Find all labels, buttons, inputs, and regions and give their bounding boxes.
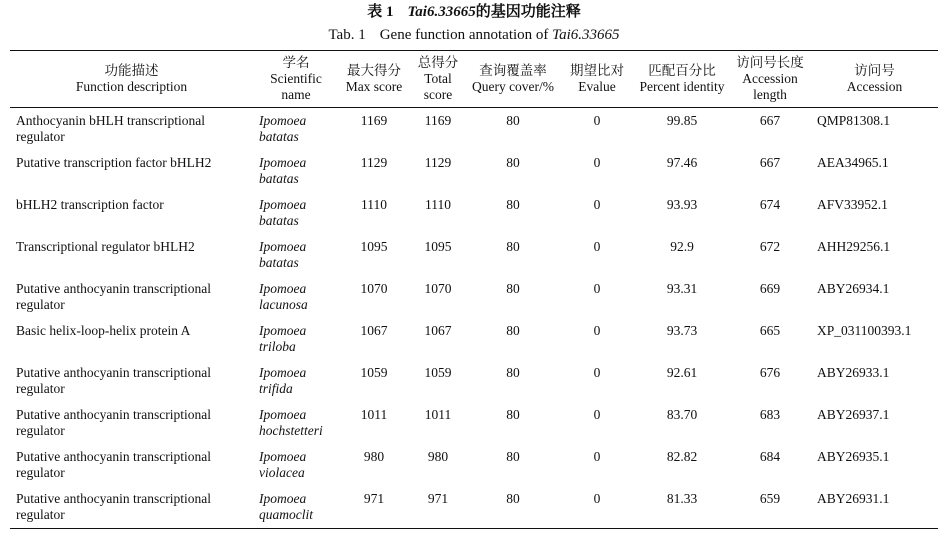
- cell-query-cover: 80: [506, 407, 520, 422]
- cell-query-cover: 80: [506, 113, 520, 128]
- cell-total-score: 1067: [424, 323, 452, 338]
- cell-function-description: Putative anthocyanin transcriptional regulator: [16, 449, 211, 480]
- header-max-score: [339, 51, 409, 108]
- table-caption-chinese: [0, 2, 948, 22]
- cell-accession: AEA34965.1: [817, 155, 889, 170]
- cell-evalue: 0: [593, 407, 601, 422]
- cell-function-description: Putative anthocyanin transcriptional regulator: [16, 365, 211, 396]
- cell-query-cover: 80: [506, 449, 520, 464]
- cell-accession-length: 667: [759, 155, 781, 170]
- header-en-label: Accession length: [742, 71, 798, 102]
- header-total-score: [409, 51, 467, 108]
- cell-max-score: 1129: [360, 155, 388, 170]
- cell-query-cover: 80: [467, 486, 559, 529]
- cell-accession-length: 684: [759, 449, 781, 464]
- cell-accession: AHH29256.1: [817, 239, 891, 254]
- cell-accession: AFV33952.1: [817, 197, 888, 212]
- cell-function-description: Basic helix-loop-helix protein A: [16, 323, 191, 338]
- header-evalue: [559, 51, 635, 108]
- cell-scientific-name: Ipomoea hochstetteri: [259, 407, 323, 438]
- cell-accession-length: 669: [759, 281, 781, 296]
- table-row: [10, 402, 938, 444]
- cell-percent-identity: 99.85: [666, 113, 698, 128]
- table-row: [10, 276, 938, 318]
- cell-total-score: 980: [427, 449, 449, 464]
- header-accession-length: [729, 51, 811, 108]
- header-en-label: Max score: [345, 79, 403, 94]
- caption-cn-prefix: 表 1: [367, 4, 394, 20]
- cell-scientific-name: Ipomoea quamoclit: [253, 486, 339, 529]
- cell-query-cover: 80: [506, 155, 520, 170]
- cell-scientific-name: Ipomoea batatas: [259, 197, 307, 228]
- cell-evalue: 0: [593, 113, 601, 128]
- header-cn-label: 匹配百分比: [648, 63, 716, 78]
- cell-max-score: 980: [363, 449, 385, 464]
- caption-cn-gene: Tai6.33665: [407, 4, 476, 20]
- header-en-label: Query cover/%: [471, 79, 555, 94]
- cell-scientific-name: Ipomoea violacea: [259, 449, 307, 480]
- cell-total-score: 1169: [424, 113, 452, 128]
- caption-en-gene: Tai6.33665: [552, 27, 620, 43]
- header-function-description: [10, 51, 253, 108]
- cell-max-score: 1059: [360, 365, 388, 380]
- cell-total-score: 1110: [425, 197, 451, 212]
- cell-evalue: 0: [593, 449, 601, 464]
- header-en-label: Evalue: [578, 79, 616, 94]
- cell-evalue: 0: [593, 197, 601, 212]
- cell-accession-length: 665: [759, 323, 781, 338]
- table-header: [10, 51, 938, 108]
- header-cn-label: 访问号长度: [736, 55, 804, 70]
- cell-evalue: 0: [593, 155, 601, 170]
- cell-function-description: Anthocyanin bHLH transcriptional regulator: [16, 113, 205, 144]
- header-cn-label: 学名: [282, 55, 310, 70]
- cell-function-description: Transcriptional regulator bHLH2: [16, 239, 195, 254]
- table-row: [10, 108, 938, 151]
- gene-annotation-table: [10, 50, 938, 529]
- header-accession: [811, 51, 938, 108]
- cell-accession: ABY26934.1: [817, 281, 890, 296]
- header-cn-label: 期望比对: [570, 63, 624, 78]
- header-query-cover: [467, 51, 559, 108]
- table-row: [10, 150, 938, 192]
- cell-max-score: 1169: [360, 113, 388, 128]
- cell-max-score: 1070: [360, 281, 388, 296]
- cell-query-cover: 80: [506, 365, 520, 380]
- cell-percent-identity: 82.82: [666, 449, 698, 464]
- cell-query-cover: 80: [506, 239, 520, 254]
- cell-evalue: 0: [593, 239, 601, 254]
- cell-total-score: 971: [409, 486, 467, 529]
- cell-accession: ABY26933.1: [817, 365, 890, 380]
- header-cn-label: 访问号: [854, 63, 895, 78]
- cell-total-score: 1095: [424, 239, 452, 254]
- cell-max-score: 1011: [360, 407, 388, 422]
- table-row: [10, 234, 938, 276]
- cell-percent-identity: 83.70: [666, 407, 698, 422]
- cell-scientific-name: Ipomoea triloba: [259, 323, 307, 354]
- header-row: [10, 51, 938, 108]
- cell-percent-identity: 81.33: [635, 486, 729, 529]
- cell-accession-length: 672: [759, 239, 781, 254]
- caption-en-prefix: Tab. 1: [328, 27, 366, 43]
- cell-evalue: 0: [593, 281, 601, 296]
- table-row: [10, 486, 938, 529]
- cell-accession-length: 674: [759, 197, 781, 212]
- cell-accession: ABY26935.1: [817, 449, 890, 464]
- header-cn-label: 功能描述: [104, 63, 159, 78]
- cell-total-score: 1129: [424, 155, 452, 170]
- cell-accession: QMP81308.1: [817, 113, 891, 128]
- header-cn-label: 查询覆盖率: [479, 63, 547, 78]
- cell-max-score: 1095: [360, 239, 388, 254]
- cell-function-description: Putative anthocyanin transcriptional regulator: [16, 281, 211, 312]
- cell-evalue: 0: [593, 323, 601, 338]
- cell-scientific-name: Ipomoea lacunosa: [259, 281, 308, 312]
- cell-function-description: Putative transcription factor bHLH2: [16, 155, 212, 170]
- table-row: [10, 318, 938, 360]
- table-row: [10, 360, 938, 402]
- cell-accession-length: 676: [759, 365, 781, 380]
- cell-accession: XP_031100393.1: [817, 323, 912, 338]
- cell-percent-identity: 93.73: [666, 323, 698, 338]
- header-en-label: Total score: [423, 71, 453, 102]
- table-body: [10, 108, 938, 529]
- table-row: [10, 192, 938, 234]
- table-caption-english: [0, 25, 948, 45]
- cell-accession: ABY26937.1: [817, 407, 890, 422]
- cell-total-score: 1011: [424, 407, 452, 422]
- caption-cn-suffix: 的基因功能注释: [475, 4, 581, 20]
- cell-max-score: 971: [339, 486, 409, 529]
- cell-percent-identity: 92.9: [670, 239, 694, 254]
- cell-percent-identity: 97.46: [666, 155, 698, 170]
- cell-percent-identity: 93.31: [666, 281, 698, 296]
- cell-query-cover: 80: [506, 323, 520, 338]
- cell-total-score: 1059: [424, 365, 452, 380]
- cell-evalue: 0: [593, 365, 601, 380]
- cell-accession-length: 659: [729, 486, 811, 529]
- cell-evalue: 0: [559, 486, 635, 529]
- header-en-label: Function description: [75, 79, 188, 94]
- cell-accession-length: 667: [759, 113, 781, 128]
- cell-accession-length: 683: [759, 407, 781, 422]
- header-en-label: Scientific name: [270, 71, 322, 102]
- cell-query-cover: 80: [506, 281, 520, 296]
- cell-percent-identity: 93.93: [666, 197, 698, 212]
- cell-scientific-name: Ipomoea trifida: [259, 365, 307, 396]
- header-en-label: Accession: [846, 79, 903, 94]
- caption-en-text: Gene function annotation of: [379, 27, 549, 43]
- header-cn-label: 总得分: [417, 55, 459, 70]
- cell-total-score: 1070: [424, 281, 452, 296]
- cell-max-score: 1110: [361, 197, 387, 212]
- header-percent-identity: [635, 51, 729, 108]
- cell-accession: ABY26931.1: [811, 486, 938, 529]
- cell-function-description: Putative anthocyanin transcriptional regulator: [10, 486, 253, 529]
- header-en-label: Percent identity: [639, 79, 725, 94]
- cell-query-cover: 80: [506, 197, 520, 212]
- cell-scientific-name: Ipomoea batatas: [259, 239, 307, 270]
- cell-function-description: Putative anthocyanin transcriptional regulator: [16, 407, 211, 438]
- cell-scientific-name: Ipomoea batatas: [259, 155, 307, 186]
- table-row: [10, 444, 938, 486]
- header-cn-label: 最大得分: [347, 63, 401, 78]
- cell-function-description: bHLH2 transcription factor: [16, 197, 164, 212]
- header-scientific-name: [253, 51, 339, 108]
- cell-scientific-name: Ipomoea batatas: [259, 113, 307, 144]
- cell-percent-identity: 92.61: [666, 365, 698, 380]
- cell-max-score: 1067: [360, 323, 388, 338]
